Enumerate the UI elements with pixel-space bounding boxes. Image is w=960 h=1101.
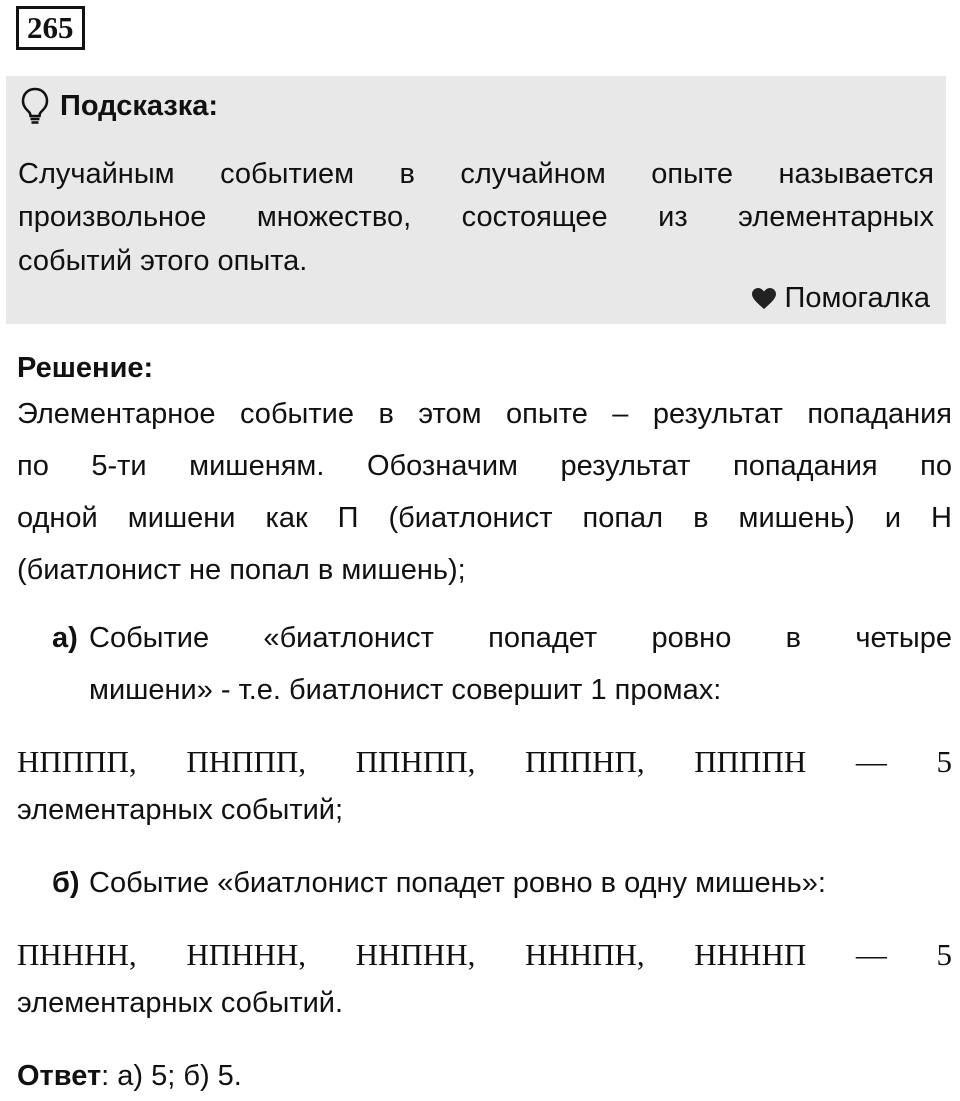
lightbulb-icon xyxy=(20,86,50,126)
item-a-line-2: мишени» - т.е. биатлонист совершит 1 промах: xyxy=(89,674,722,706)
hint-text-line-2: произвольное множество, состоящее из элементарных xyxy=(18,201,934,233)
solution-paragraph-line-4: (биатлонист не попал в мишень); xyxy=(17,554,466,586)
item-a-label: а) xyxy=(52,622,78,654)
solution-paragraph-line-3: одной мишени как П (биатлонист попал в мишень) и Н xyxy=(17,502,952,534)
solution-paragraph-line-2: по 5-ти мишеням. Обозначим результат попадания по xyxy=(17,450,952,482)
hint-box xyxy=(6,76,946,324)
hint-header xyxy=(20,86,218,126)
task-number: 265 xyxy=(16,6,85,50)
item-b-events-line-2: элементарных событий. xyxy=(17,987,344,1019)
item-b-events-line-1: ПНННН, НПННН, ННПНН, НННПН, ННННП — 5 xyxy=(17,937,952,972)
hint-signature xyxy=(751,282,930,315)
heart-icon xyxy=(751,287,777,311)
item-a-events-line-1: НПППП, ПНППП, ППНПП, ПППНП, ППППН — 5 xyxy=(17,744,952,779)
answer-line xyxy=(17,1060,952,1093)
item-b-line-1: Событие «биатлонист попадет ровно в одну мишень»: xyxy=(89,867,826,899)
hint-text-line-1: Случайным событием в случайном опыте называется xyxy=(18,158,934,190)
hint-text-line-3: событий этого опыта. xyxy=(18,245,308,277)
answer-label: Ответ xyxy=(17,1060,102,1092)
hint-title: Подсказка: xyxy=(60,89,219,122)
signature-text: Помогалка xyxy=(784,282,930,314)
item-a-events-line-2: элементарных событий; xyxy=(17,794,344,826)
solution-paragraph-line-1: Элементарное событие в этом опыте – результат попадания xyxy=(17,398,952,430)
item-b-label: б) xyxy=(52,867,80,899)
solution-heading: Решение: xyxy=(17,352,154,384)
item-a-line-1: Событие «биатлонист попадет ровно в четыре xyxy=(89,622,952,654)
answer-value: : а) 5; б) 5. xyxy=(101,1060,242,1092)
